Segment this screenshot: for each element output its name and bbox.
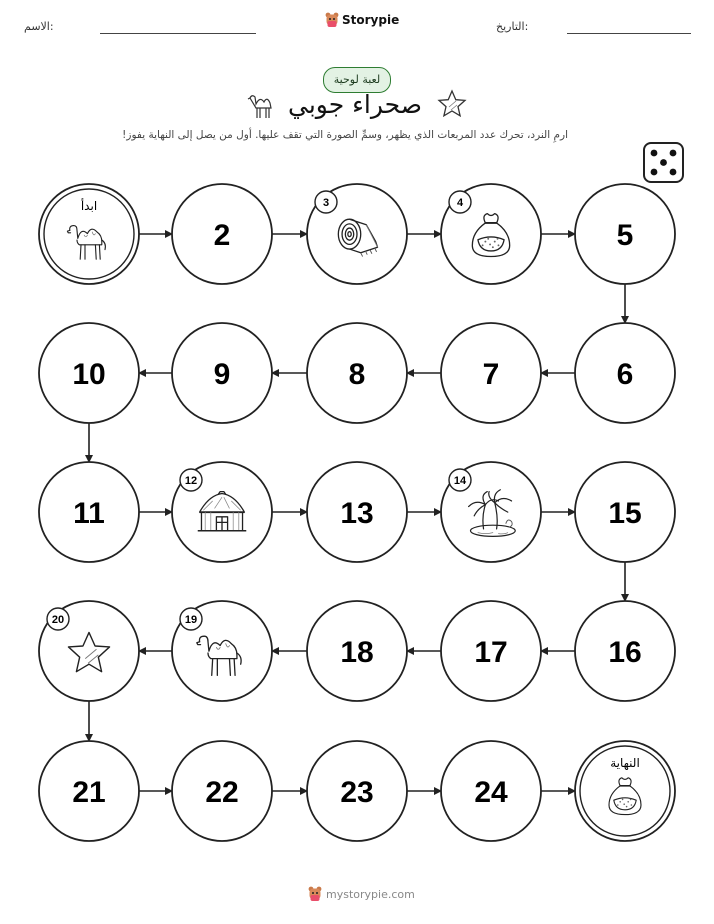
board-space[interactable]: [307, 323, 407, 423]
board-space[interactable]: [39, 601, 139, 701]
space-number: 7: [482, 358, 500, 391]
space-number: 18: [340, 636, 374, 669]
board-space[interactable]: [39, 462, 139, 562]
name-label: الاسم:: [24, 20, 54, 33]
board-space[interactable]: [441, 741, 541, 841]
board-space[interactable]: [172, 184, 272, 284]
space-number: 23: [340, 776, 374, 809]
space-number-badge: [47, 608, 69, 630]
svg-text:3: 3: [322, 197, 330, 209]
svg-text:19: 19: [184, 614, 198, 626]
board-spaces: [39, 184, 675, 841]
board-space[interactable]: [441, 601, 541, 701]
page-title: صحراء جوبي: [288, 90, 422, 119]
space-number-badge: [180, 469, 202, 491]
space-number: 6: [616, 358, 634, 391]
space-number: 16: [608, 636, 642, 669]
board-space[interactable]: [575, 323, 675, 423]
space-number: 15: [608, 497, 642, 530]
brand-name: Storypie: [342, 13, 400, 27]
space-number-badge: [449, 191, 471, 213]
board-space[interactable]: [39, 323, 139, 423]
board-space[interactable]: [39, 741, 139, 841]
board-space[interactable]: [172, 741, 272, 841]
dice-icon[interactable]: [644, 143, 683, 182]
space-number: 8: [348, 358, 366, 391]
space-number-badge: [449, 469, 471, 491]
date-label: التاريخ:: [496, 20, 529, 33]
space-number: 21: [72, 776, 106, 809]
board-space[interactable]: [575, 184, 675, 284]
space-number: 9: [213, 358, 231, 391]
space-number: 2: [213, 219, 231, 252]
space-number: 5: [616, 219, 634, 252]
board-space[interactable]: [307, 601, 407, 701]
space-number: 13: [340, 497, 374, 530]
instructions-text: ارمِ النرد، تحرك عدد المربعات الذي يظهر، وسمِّ الصورة التي تقف عليها. أول من يصل إلى النهاية يفوز!: [122, 129, 568, 141]
space-label: النهاية: [610, 756, 640, 770]
footer: [308, 886, 415, 902]
board-space[interactable]: [172, 462, 272, 562]
space-number: 24: [474, 776, 508, 809]
start-space[interactable]: [39, 184, 139, 284]
board-space[interactable]: [441, 184, 541, 284]
board-space[interactable]: [441, 323, 541, 423]
space-number: 22: [205, 776, 239, 809]
board-space[interactable]: [575, 462, 675, 562]
board-space[interactable]: [172, 323, 272, 423]
space-number-badge: [315, 191, 337, 213]
space-number: 11: [73, 497, 105, 530]
space-number: 10: [72, 358, 106, 391]
board-space[interactable]: [575, 601, 675, 701]
board-space[interactable]: [441, 462, 541, 562]
game-type-badge: لعبة لوحية: [323, 67, 391, 93]
board-space[interactable]: [307, 184, 407, 284]
finish-space[interactable]: [575, 741, 675, 841]
svg-text:4: 4: [456, 197, 464, 209]
svg-text:14: 14: [453, 475, 467, 487]
svg-text:12: 12: [184, 475, 198, 487]
space-number-badge: [180, 608, 202, 630]
space-number: 17: [474, 636, 508, 669]
board-space[interactable]: [172, 601, 272, 701]
footer-site: mystorypie.com: [326, 887, 415, 901]
bear-mascot-icon: [308, 886, 322, 902]
space-label: ابدأ: [80, 199, 98, 213]
board-space[interactable]: [307, 462, 407, 562]
board-space[interactable]: [307, 741, 407, 841]
svg-text:20: 20: [51, 614, 65, 626]
